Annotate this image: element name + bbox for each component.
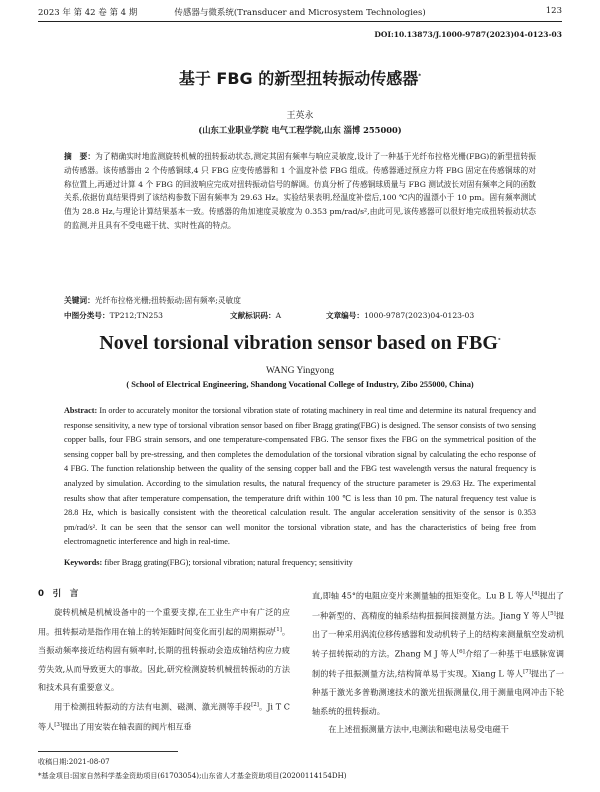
abstract-cn-text: 为了精确实时地监测旋转机械的扭转振动状态,测定其固有频率与响应灵敏度,设计了一种基于光纤布拉格光栅(FBG)的新型扭转振动传感器。该传感器由 2 个传感铜球,4 只 FBG 应变传感器和 1 个温度补偿 FBG 组成。传感器通过预应力将 FBG 固定在传感铜球的对称位置上,再通过计算 4 个 FBG 的回波响应完成对扭转振动信号的解调。仿真分析了传感铜球质量与 FBG 测试波长对固有频率之间的函数关系,依据仿真结果得到了该结构参数下固有频率为 29.63 Hz。实验结果表明,经温度补偿后,100 ℃内的温漂小于 10 pm。固有频率测试值为 28.8 Hz,与理论计算结果基本一致。传感器的角加速度灵敏度为 0.353 pm/rad/s²,由此可见,该传感器可以很好地完成扭转振动状态的监测,并且具有不受电磁干扰、实时性高的特点。 (64, 152, 536, 230)
author-cn: 王英永 (286, 111, 314, 121)
received-date: 收稿日期:2021-08-07 (38, 757, 110, 766)
keywords-cn-label: 关键词： (64, 296, 95, 305)
clc-label: 中图分类号： (64, 311, 110, 320)
body-left-column (38, 603, 290, 736)
header-rule (38, 21, 562, 22)
body-right-column (312, 585, 564, 738)
affiliation-en: ( School of Electrical Engineering, Shandong Vocational College of Industry, Zibo 255000, China) (126, 380, 474, 389)
abstract-cn (64, 150, 536, 233)
doi: DOI:10.13873/J.1000-9787(2023)04-0123-03 (374, 30, 562, 39)
title-en-fund-mark: * (497, 337, 501, 344)
clc-number (64, 310, 163, 321)
clc-value: TP212;TN253 (109, 311, 163, 320)
classification-row (64, 310, 536, 324)
abstract-cn-label: 摘 要： (64, 152, 96, 161)
footnote-rule (38, 751, 178, 752)
author-en: WANG Yingyong (266, 366, 334, 376)
keywords-en-text: fiber Bragg grating(FBG); torsional vibration; natural frequency; sensitivity (104, 558, 353, 567)
citation: [7] (523, 669, 531, 676)
body-paragraph (38, 603, 290, 696)
abstract-en (64, 404, 536, 550)
body-text: 用于检测扭转振动的方法有电测、磁测、激光测等手段 (54, 701, 252, 712)
article-no-label: 文章编号： (326, 311, 364, 320)
body-text: 提出了一种采用涡流位移传感器和发动机转子上的结构来测量航空发动机转子扭转振动的方法。Zhang M J 等人 (312, 610, 564, 659)
article-no-value: 1000-9787(2023)04-0123-03 (363, 311, 475, 320)
journal-name: 传感器与微系统(Transducer and Microsystem Technologies) (174, 8, 426, 18)
body-text: 在上述扭振测量方法中,电测法和磁电法易受电磁干 (328, 723, 509, 734)
affiliation-cn: (山东工业职业学院 电气工程学院,山东 淄博 255000) (198, 125, 402, 135)
body-text: 介绍了一种基于电感脉宽调制的转子扭振测量方法,结构简单易于实现。Xiang L 等人 (312, 648, 564, 679)
title-en (0, 332, 600, 355)
keywords-en (64, 556, 536, 571)
citation: [4] (531, 591, 540, 597)
body-paragraph (312, 720, 564, 738)
body-text: 旋转机械是机械设备中的一个重要支撑,在工业生产中有广泛的应用。扭转振动是指作用在轴上的转矩随时间变化而引起的周期振动 (38, 607, 290, 637)
body-paragraph (312, 585, 564, 720)
citation: [3] (54, 722, 62, 729)
citation: [5] (548, 610, 556, 617)
section-heading-introduction: 0 引 言 (38, 589, 79, 599)
body-text: 提出了用安装在轴表面的阀片相互垂 (62, 721, 192, 732)
doc-code-value: A (275, 311, 282, 320)
keywords-cn-text: 光纤布拉格光栅;扭转振动;固有频率;灵敏度 (94, 296, 241, 305)
page-number: 123 (545, 6, 562, 16)
fund-note: *基金项目:国家自然科学基金资助项目(61703054);山东省人才基金资助项目(20200114154DH) (38, 771, 347, 780)
journal-issue: 2023 年 第 42 卷 第 4 期 (38, 8, 138, 18)
abstract-en-label: Abstract: (64, 406, 98, 415)
title-cn-fund-mark: * (418, 73, 422, 80)
citation: [1] (274, 627, 282, 634)
body-text: 直,即轴 45°的电阻应变片来测量轴的扭矩变化。Lu B L 等人 (312, 590, 532, 601)
title-cn (0, 66, 600, 89)
document-code (230, 310, 281, 321)
body-paragraph (38, 696, 290, 736)
abstract-en-text: In order to accurately monitor the torsional vibration state of rotating machinery in real time and determine its natural frequency and response sensitivity, a new type of torsional vibration sensor based on fiber Bragg grating(FBG) is designed. The sensor consists of two sensing copper balls, four FBG strain sensors, and one temperature-compensated FBG. The sensor fixes the FBG on the symmetrical position of the sensing copper ball by pre-stressing, and then completes the demodulation of the torsional vibration signal by calculating the echo response of 4 FBG. The function relationship between the quality of the sensing copper ball and the FBG test wavelength versus the natural frequency is analyzed by simulation. According to the simulation results, the natural frequency of the structure parameter is 29.63 Hz. The experimental results show that after temperature compensation, the temperature drift within 100 ℃ is less than 10 pm. The natural frequency test value is 28.8 Hz, which is basically consistent with the theoretical calculation result. The angular acceleration sensitivity of the sensor is 0.353 pm/rad/s². It can be seen that the sensor can well monitor the torsional vibration state, and has the characteristics of being free from electromagnetic interference and high in real-time. (64, 406, 536, 547)
body-text: 。Ji T C 等人 (38, 701, 290, 732)
keywords-en-label: Keywords: (64, 558, 103, 567)
title-cn-text: 基于 FBG 的新型扭转振动传感器 (178, 69, 419, 88)
doc-code-label: 文献标识码： (230, 311, 276, 320)
running-header (38, 6, 562, 20)
body-text: 提出了一种基于激光多普勒测速技术的激光扭振测量仪,用于测量电网冲击下轮轴系统的扭转振动。 (312, 668, 564, 716)
body-text: 。当振动频率接近结构固有频率时,长期的扭转振动会造成轴结构应力疲劳失效,从而导致更大的事故。因此,研究检测旋转机械扭转振动的方法和技术具有重要意义。 (38, 626, 290, 692)
article-number (326, 310, 474, 321)
body-text: 提出了一种新型的、高精度的轴系结构扭振间接测量方法。Jiang Y 等人 (312, 590, 564, 621)
citation: [2] (251, 702, 259, 709)
keywords-cn (64, 294, 536, 308)
title-en-text: Novel torsional vibration sensor based on FBG (99, 332, 498, 354)
citation: [6] (457, 649, 465, 656)
